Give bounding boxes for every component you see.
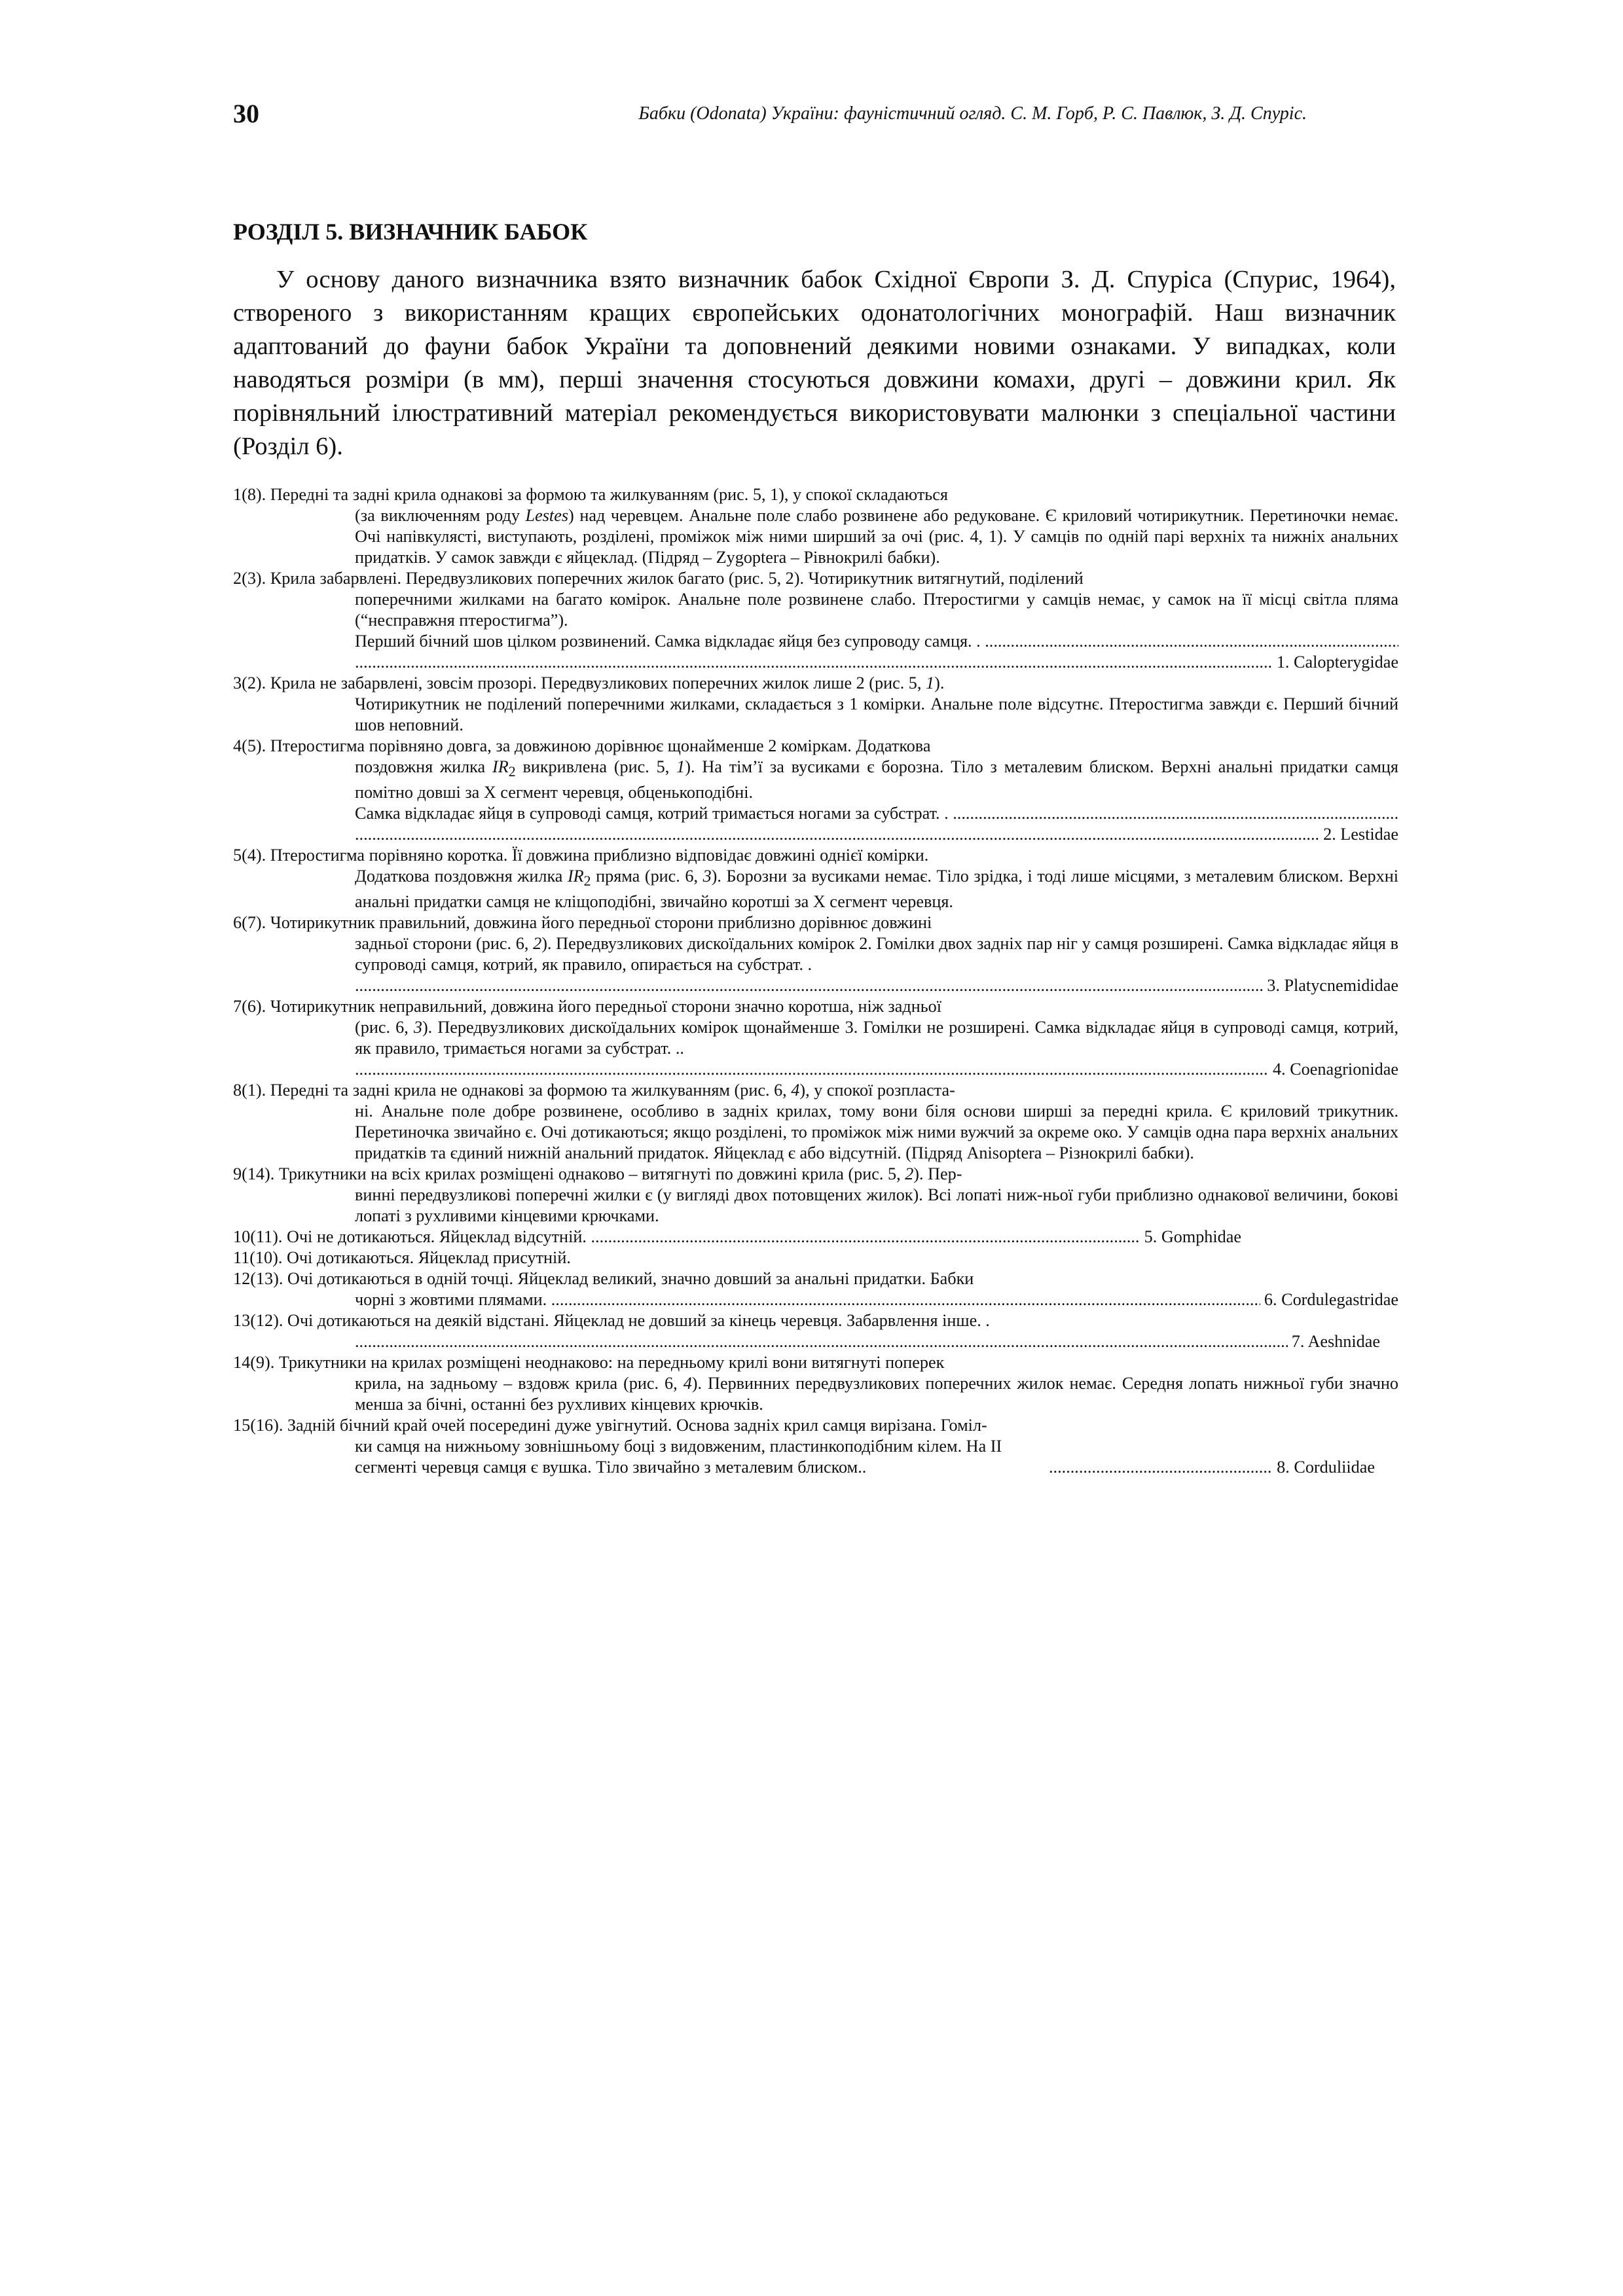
couplet-body: винні передвузликові поперечні жилки є (у вигляді двох потовщених жилок). Всі лопаті ниж-ньої губи приблизно однакової величини, бокові лопаті з рухливими кінцевими крючками. (355, 1185, 1398, 1226)
key-couplet-6 (233, 912, 1398, 996)
couplet-head: 5(4). Птеростигма порівняно коротка. Її довжина приблизно відповідає довжині однієї комірки. (233, 846, 929, 865)
family-name: 5. Gomphidae (1144, 1227, 1241, 1247)
family-name: 4. Coenagrionidae (1273, 1060, 1398, 1079)
couplet-body: задньої сторони (рис. 6, 2). Передвузликових дискоїдальних комірок 2. Гомілки двох задніх пар ніг у самця розширені. Самка відкладає яйця в супроводі самця, котрий, як правило, опирається на субстрат. . (355, 934, 1399, 975)
couplet-head: 2(3). Крила забарвлені. Передвузликових поперечних жилок багато (рис. 5, 2). Чотирикутник витягнутий, поділений (233, 569, 1084, 588)
couplet-head: 11(10). Очі дотикаються. Яйцеклад присутній. (233, 1248, 571, 1268)
key-couplet-4 (233, 736, 1398, 845)
couplet-body: поперечними жилками на багато комірок. Анальне поле розвинене слабо. Птеростигми у самців немає, у самок на її місці світла пляма (“несправжня птеростигма”). (355, 590, 1398, 630)
couplet-head: 7(6). Чотирикутник неправильний, довжина його передньої сторони значно коротша, ніж задньої (233, 997, 942, 1016)
couplet-head: 1(8). Передні та задні крила однакові за формою та жилкуванням (рис. 5, 1), у спокої складаються (233, 485, 948, 504)
couplet-head: 12(13). Очі дотикаються в одній точці. Яйцеклад великий, значно довший за анальні придатки. Бабки (233, 1269, 974, 1289)
key-couplet-7 (233, 996, 1398, 1080)
couplet-head: 14(9). Трикутники на крилах розміщені неоднаково: на передньому крилі вони витягнуті поперек (233, 1353, 945, 1372)
couplet-body: (рис. 6, 3). Передвузликових дискоїдальних комірок щонайменше 3. Гомілки не розширені. Самка відкладає яйця в супроводі самця, котрий, як правило, тримається ногами за субстрат. .. (355, 1018, 1398, 1058)
family-result (355, 1059, 1398, 1080)
couplet-body: (за виключенням роду Lestes) над черевцем. Анальне поле слабо розвинене або редуковане. Є криловий чотирикутник. Перетиночки немає. Очі напівкулясті, виступають, розділені, проміжок між ними ширший за очі (рис. 4, 1). У самців по одній парі верхніх та нижніх анальних придатків. У самок завжди є яйцеклад. (Підряд – Zygoptera – Рівнокрилі бабки). (355, 506, 1398, 567)
key-couplet-10 (233, 1227, 1398, 1247)
key-couplet-14 (233, 1352, 1398, 1415)
intro-paragraph (233, 263, 1396, 463)
key-couplet-2 (233, 568, 1398, 673)
couplet-head: 3(2). Крила не забарвлені, зовсім прозорі. Передвузликових поперечних жилок лише 2 (рис. 5, 1). (233, 673, 945, 692)
couplet-head: 6(7). Чотирикутник правильний, довжина його передньої сторони приблизно дорівнює довжині (233, 913, 932, 933)
family-name: 6. Cordulegastridae (1264, 1290, 1398, 1310)
family-name: 7. Aeshnidae (1291, 1332, 1380, 1352)
key-couplet-9 (233, 1164, 1398, 1227)
page-header (233, 98, 1307, 137)
family-result (355, 824, 1398, 845)
couplet-body: ні. Анальне поле добре розвинене, особливо в задніх крилах, тому вони біля основи ширші за передні крила. Є криловий трикутник. Перетиночка звичайно є. Очі дотикаються; якщо розділені, то проміжок між ними вужчий за окреме око. У самців одна пара верхніх анальних придатків та єдиний нижній анальний придаток. Яйцеклад є або відсутній. (Підряд Anisoptera – Різнокрилі бабки). (355, 1102, 1398, 1163)
key-couplet-12 (233, 1268, 1398, 1310)
family-name: 3. Platycnemididae (1267, 976, 1398, 996)
family-result (355, 975, 1398, 996)
identification-key (233, 484, 1398, 1478)
key-couplet-3 (233, 673, 1398, 736)
page-number: 30 (233, 99, 259, 128)
couplet-head: 15(16). Задній бічний край очей посередині дуже увігнутий. Основа задніх крил самця вирізана. Гоміл- (233, 1416, 987, 1435)
running-title: Бабки (Odonata) України: фауністичний огляд. С. М. Горб, Р. С. Павлюк, З. Д. Спуріс. (638, 103, 1307, 124)
section-title: РОЗДІЛ 5. ВИЗНАЧНИК БАБОК (233, 219, 588, 245)
key-couplet-5 (233, 845, 1398, 912)
couplet-body: Чотирикутник не поділений поперечними жилками, складається з 1 комірки. Анальне поле відсутнє. Птеростигма завжди є. Перший бічний шов неповний. (355, 694, 1398, 734)
family-result: чорні з жовтими плямами. . ..... 6. Cordulegastridae (355, 1289, 1398, 1310)
key-couplet-8 (233, 1080, 1398, 1164)
couplet-body: крила, на задньому – вздовж крила (рис. 6, 4). Первинних передвузликових поперечних жилок немає. Середня лопать нижньої губи значно менша за бічні, останні без рухливих кінцевих крючків. (355, 1374, 1398, 1414)
family-result (355, 652, 1398, 673)
couplet-lead-line: Перший бічний шов цілком розвинений. Самка відкладає яйця без супроводу самця. . ..... (355, 631, 1398, 652)
couplet-head: 4(5). Птеростигма порівняно довга, за довжиною дорівнює щонайменше 2 коміркам. Додаткова (233, 736, 931, 755)
key-couplet-15 (233, 1415, 1398, 1478)
family-result: 10(11). Очі не дотикаються. Яйцеклад відсутній. . ..... 5. Gomphidae (233, 1227, 1398, 1247)
family-result: ки самця на нижньому зовнішньому боці з видовженим, пластинкоподібним кілем. На II сегменті черевця самця є вушка. Тіло звичайно з металевим блиском.. ..... 8. Corduliidae (355, 1436, 1398, 1478)
couplet-lead-line: Самка відкладає яйця в супроводі самця, котрий тримається ногами за субстрат. . ..... (355, 803, 1398, 824)
intro-text: У основу даного визначника взято визначник бабок Східної Європи З. Д. Спуріса (Спурис, 1964), створеного з використанням кращих європейських одонатологічних монографій. Наш визначник адаптований до фауни бабок України та доповнений деякими новими ознаками. У випадках, коли наводяться розміри (в мм), перші значення стосуються довжини комахи, другі – довжини крил. Як порівняльний ілюстративний матеріал рекомендується використовувати малюнки з спеціальної частини (Розділ 6). (233, 266, 1396, 460)
family-name: 2. Lestidae (1323, 825, 1398, 844)
couplet-head: 13(12). Очі дотикаються на деякій відстані. Яйцеклад не довший за кінець черевця. Забарвлення інше. . (233, 1311, 990, 1331)
family-result (355, 1331, 1398, 1352)
couplet-body: Додаткова поздовжня жилка $IR_2$ пряма (рис. 6, 3). Борозни за вусиками немає. Тіло зрідка, і тоді лише місцями, з металевим блиском. Верхні анальні придатки самця не кліщоподібні, звичайно коротші за Х сегмент черевця. (355, 867, 1398, 912)
key-couplet-1 (233, 484, 1398, 568)
key-couplet-11 (233, 1247, 1398, 1268)
couplet-head: 9(14). Трикутники на всіх крилах розміщені однаково – витягнуті по довжині крила (рис. 5, 2). Пер- (233, 1164, 962, 1184)
family-name: 8. Corduliidae (1277, 1458, 1375, 1477)
couplet-body: поздовжня жилка $IR_2$ викривлена (рис. 5, 1). На тім’ї за вусиками є борозна. Тіло з металевим блиском. Верхні анальні придатки самця помітно довші за Х сегмент черевця, обценькоподібні. (355, 757, 1398, 802)
family-name: 1. Calopterygidae (1276, 653, 1398, 672)
couplet-head: 8(1). Передні та задні крила не однакові за формою та жилкуванням (рис. 6, 4), у спокої розпласта- (233, 1081, 955, 1100)
key-couplet-13 (233, 1310, 1398, 1352)
